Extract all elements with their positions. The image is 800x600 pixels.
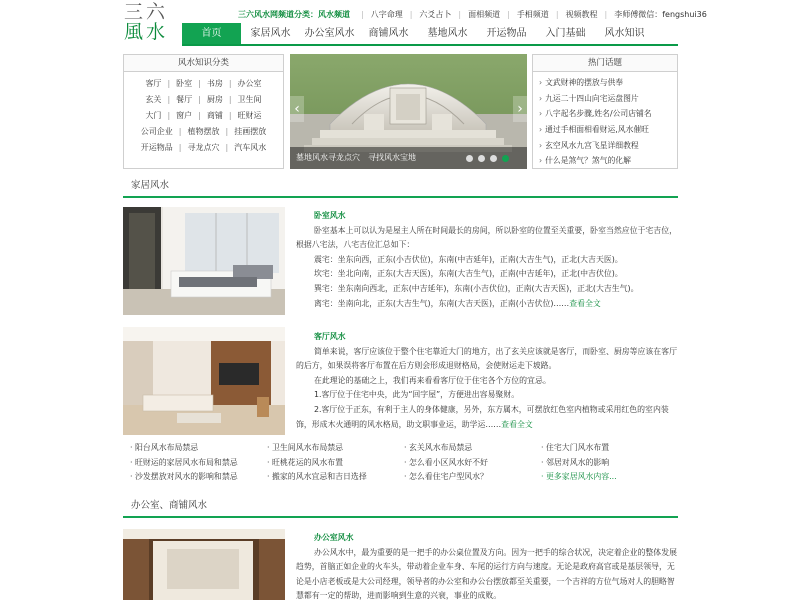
top-link-liuyao[interactable]: 六爻占卜 <box>419 9 452 19</box>
bedroom-article <box>296 209 680 311</box>
slider-dot[interactable] <box>490 155 497 162</box>
link-row <box>130 441 678 456</box>
nav-home-fengshui[interactable]: 家居风水 <box>250 28 291 39</box>
knowledge-category-link[interactable]: 书房 <box>206 79 223 88</box>
bedroom-line-4: 离宅：坐南向北，正东(大吉生气)，东南(大吉天医)，正南(小吉伏位)…… <box>314 298 570 308</box>
separator: | <box>167 111 171 120</box>
living-room-article <box>296 330 680 432</box>
site-logo[interactable] <box>124 2 170 42</box>
nav-lucky-items[interactable]: 开运物品 <box>486 28 527 39</box>
knowledge-category-link[interactable]: 植物摆放 <box>187 127 220 136</box>
bedroom-intro: 卧室基本上可以认为是屋主人所在时间最长的房间，所以卧室的位置至关重要，卧室当然应位于宅吉位，根据八宅法，八宅吉位汇总如下： <box>296 225 677 250</box>
nav-grave[interactable]: 墓地风水 <box>427 28 468 39</box>
separator: | <box>228 95 232 104</box>
slider-dot[interactable] <box>466 155 473 162</box>
separator: | <box>167 79 171 88</box>
article-link[interactable]: · 怎么看住宅户型风水？ <box>404 472 488 481</box>
article-link[interactable]: · 旺桃花运的风水布置 <box>267 457 344 467</box>
knowledge-row <box>124 108 283 124</box>
top-links-bar: 三六风水网频道分类：风水频道 | 八字命理 | 六爻占卜 | 面相频道 | 手相频道 | 视频教程 | 李师傅微信：fengshui36 <box>238 9 707 19</box>
knowledge-rows <box>124 72 283 156</box>
top-link-face[interactable]: 面相频道 <box>468 9 501 19</box>
hot-topic-item[interactable] <box>539 91 677 107</box>
nav-shop[interactable]: 商铺风水 <box>368 28 409 39</box>
knowledge-category-link[interactable]: 旺财运 <box>237 111 262 120</box>
hot-topic-label: 什么是煞气？煞气的化解 <box>545 156 631 166</box>
knowledge-row <box>124 124 283 140</box>
bullet-icon: › <box>539 93 543 103</box>
nav-office[interactable]: 办公室风水 <box>304 28 355 39</box>
article-link[interactable]: · 搬家的风水宜忌和吉日选择 <box>267 472 367 481</box>
bedroom-line-3: 巽宅：坐东南向西北，正东(中吉延年)，东南(小吉伏位)，正南(大吉天医)，正北(大吉生气)。 <box>314 283 639 293</box>
knowledge-category-link[interactable]: 办公室 <box>237 79 262 88</box>
hot-topic-label: 九运二十四山向宅运盘图片 <box>545 93 639 103</box>
bullet-icon: › <box>539 125 543 135</box>
knowledge-category-link[interactable]: 玄关 <box>145 95 162 104</box>
top-link-bazi[interactable]: 八字命理 <box>370 9 403 19</box>
living-p2: 在此理论的基础之上，我们再来看看客厅位于住宅各个方位的宜忌。 <box>314 375 551 385</box>
separator: | <box>198 79 201 88</box>
separator: | <box>178 127 182 136</box>
separator: | <box>178 143 182 152</box>
hot-topics-list <box>533 72 677 169</box>
office-article <box>296 531 680 600</box>
hot-topic-item[interactable] <box>539 75 677 91</box>
office-thumbnail[interactable] <box>123 529 285 600</box>
living-p3: 1.客厅位于住宅中央，此为“回字屋”，方便进出容易聚财。 <box>314 390 520 400</box>
knowledge-category-link[interactable]: 汽车风水 <box>234 143 267 152</box>
knowledge-category-link[interactable]: 卧室 <box>176 79 193 88</box>
link-row <box>130 470 678 485</box>
separator: | <box>228 79 232 88</box>
hot-topic-label: 玄空风水九宫飞星详细教程 <box>545 140 639 150</box>
top-link-palm[interactable]: 手相频道 <box>516 9 549 19</box>
article-link[interactable]: · 旺财运的家居风水布局和禁忌 <box>130 457 238 467</box>
bullet-icon: › <box>539 109 543 119</box>
office-p1: 办公风水中，最为重要的是一把手的办公桌位置及方向。因为一把手的综合状况，决定着企业的整体发展趋势，首脑正如企业的火车头，带动着企业车身、车尾的运行方向与速度。无论是政府高官或是基层领导，无论是小店老板或是大公司经理，领导者的办公室和办公台摆放都至关重要，一个吉祥的方位气场对人的胆略智慧都有一定的帮助，进而影响到生意的兴衰，事业的成败。 <box>296 547 677 600</box>
bedroom-line-2: 坎宅：坐北向南，正东(大吉天医)，东南(大吉生气)，正南(中吉延年)，正北(中吉伏位)。 <box>314 269 623 279</box>
logo-line2: 風水 <box>124 21 169 43</box>
knowledge-category-link[interactable]: 卫生间 <box>237 95 262 104</box>
bedroom-more-link[interactable]: 查看全文 <box>569 298 601 308</box>
slider-prev-icon[interactable]: ‹ <box>290 96 304 122</box>
office-image <box>123 529 285 600</box>
slider-dot[interactable] <box>478 155 485 162</box>
hot-topic-label: 八字起名步骤,姓名/公司店铺名 <box>545 109 652 119</box>
section-title-home: 家居风水 <box>123 176 678 198</box>
knowledge-category-link[interactable]: 大门 <box>145 111 162 120</box>
separator: | <box>225 143 229 152</box>
hot-topic-item[interactable] <box>539 106 677 122</box>
article-link[interactable]: · 玄关风水布局禁忌 <box>404 443 473 452</box>
article-link[interactable]: · 阳台风水布局禁忌 <box>130 443 199 452</box>
hot-topic-item[interactable] <box>539 138 677 154</box>
hot-topics-box <box>532 54 678 169</box>
bedroom-title[interactable]: 卧室风水 <box>314 211 346 220</box>
bullet-icon: › <box>539 156 543 166</box>
living-more-link[interactable]: 查看全文 <box>501 419 533 429</box>
knowledge-category-link[interactable]: 公司企业 <box>140 127 173 136</box>
living-room-title[interactable]: 客厅风水 <box>314 332 346 341</box>
living-room-thumbnail[interactable] <box>123 327 285 435</box>
article-link[interactable]: · 怎么看小区风水好不好 <box>404 457 488 467</box>
channel-label: 三六风水网频道分类：风水频道 <box>238 9 350 19</box>
living-room-image <box>123 327 285 435</box>
separator: | <box>228 111 232 120</box>
image-slider[interactable] <box>290 54 527 169</box>
top-link-wechat[interactable]: 李师傅微信：fengshui36 <box>614 9 707 19</box>
section-title-office: 办公室、商铺风水 <box>123 496 678 518</box>
bullet-icon: › <box>539 78 543 87</box>
living-p1: 简单来说，客厅应该位于整个住宅靠近大门的地方，出了玄关应该就是客厅，而卧室、厨房等应该在客厅的后方，如果误将客厅布置在后方则会形成退财格局，会使财运走下坡路。 <box>296 346 677 371</box>
article-link[interactable]: · 卫生间风水布局禁忌 <box>267 443 344 452</box>
slider-next-icon[interactable]: › <box>513 96 527 122</box>
separator: | <box>225 127 229 136</box>
knowledge-row <box>124 76 283 92</box>
hot-topic-item[interactable] <box>539 122 677 138</box>
knowledge-box-title: 风水知识分类 <box>124 55 283 72</box>
knowledge-category-link[interactable]: 客厅 <box>145 79 162 88</box>
article-link[interactable]: · 住宅大门风水布置 <box>541 443 610 452</box>
hot-topics-title: 热门话题 <box>533 55 677 72</box>
top-link-video[interactable]: 视频教程 <box>565 9 598 19</box>
knowledge-category-link[interactable]: 窗户 <box>176 111 193 120</box>
knowledge-row <box>124 140 283 156</box>
hot-topic-label: 文武财神的摆放与供奉 <box>545 78 624 87</box>
hot-topic-item[interactable] <box>539 153 677 169</box>
nav-knowledge[interactable]: 风水知识 <box>604 28 645 39</box>
knowledge-category-box <box>123 54 284 169</box>
separator: | <box>198 111 201 120</box>
bullet-icon: › <box>539 140 543 150</box>
link-row <box>130 456 678 471</box>
separator: | <box>167 95 171 104</box>
knowledge-category-link[interactable]: 寻龙点穴 <box>187 143 220 152</box>
knowledge-category-link[interactable]: 开运物品 <box>140 143 173 152</box>
slider-dot[interactable] <box>502 155 509 162</box>
article-link[interactable]: · 邻居对风水的影响 <box>541 457 610 467</box>
living-p4: 2.客厅位于正东，有利于主人的身体健康，另外，东方属木，可摆放红色室内植物或采用红色的室内装饰，形成木火通明的风水格局，助文职事业运，助学运…… <box>296 404 669 429</box>
knowledge-category-link[interactable]: 厨房 <box>206 95 223 104</box>
knowledge-category-link[interactable]: 餐厅 <box>176 95 193 104</box>
bedroom-line-1: 震宅：坐东向西，正东(小吉伏位)，东南(中吉延年)，正南(大吉生气)，正北(大吉天医)。 <box>314 254 623 264</box>
main-nav <box>182 23 678 46</box>
slider-dots <box>466 155 509 162</box>
more-home-fengshui-link[interactable]: · 更多家居风水内容... <box>541 472 617 481</box>
knowledge-row <box>124 92 283 108</box>
logo-line1: 三六 <box>124 1 169 23</box>
article-link[interactable]: · 沙发摆放对风水的影响和禁忌 <box>130 472 238 481</box>
bedroom-thumbnail[interactable] <box>123 207 285 315</box>
home-fengshui-link-list <box>130 441 678 485</box>
separator: | <box>198 95 201 104</box>
office-title[interactable]: 办公室风水 <box>314 533 354 542</box>
nav-home[interactable]: 首页 <box>182 23 241 44</box>
knowledge-category-link[interactable]: 商铺 <box>206 111 223 120</box>
bedroom-image <box>123 207 285 315</box>
nav-basics[interactable]: 入门基础 <box>545 28 586 39</box>
slider-caption[interactable]: 墓地风水寻龙点穴 寻找风水宝地 <box>290 147 527 169</box>
hot-topic-label: 通过手相面相看财运,风水催旺 <box>545 125 649 135</box>
knowledge-category-link[interactable]: 挂画摆放 <box>234 127 267 136</box>
